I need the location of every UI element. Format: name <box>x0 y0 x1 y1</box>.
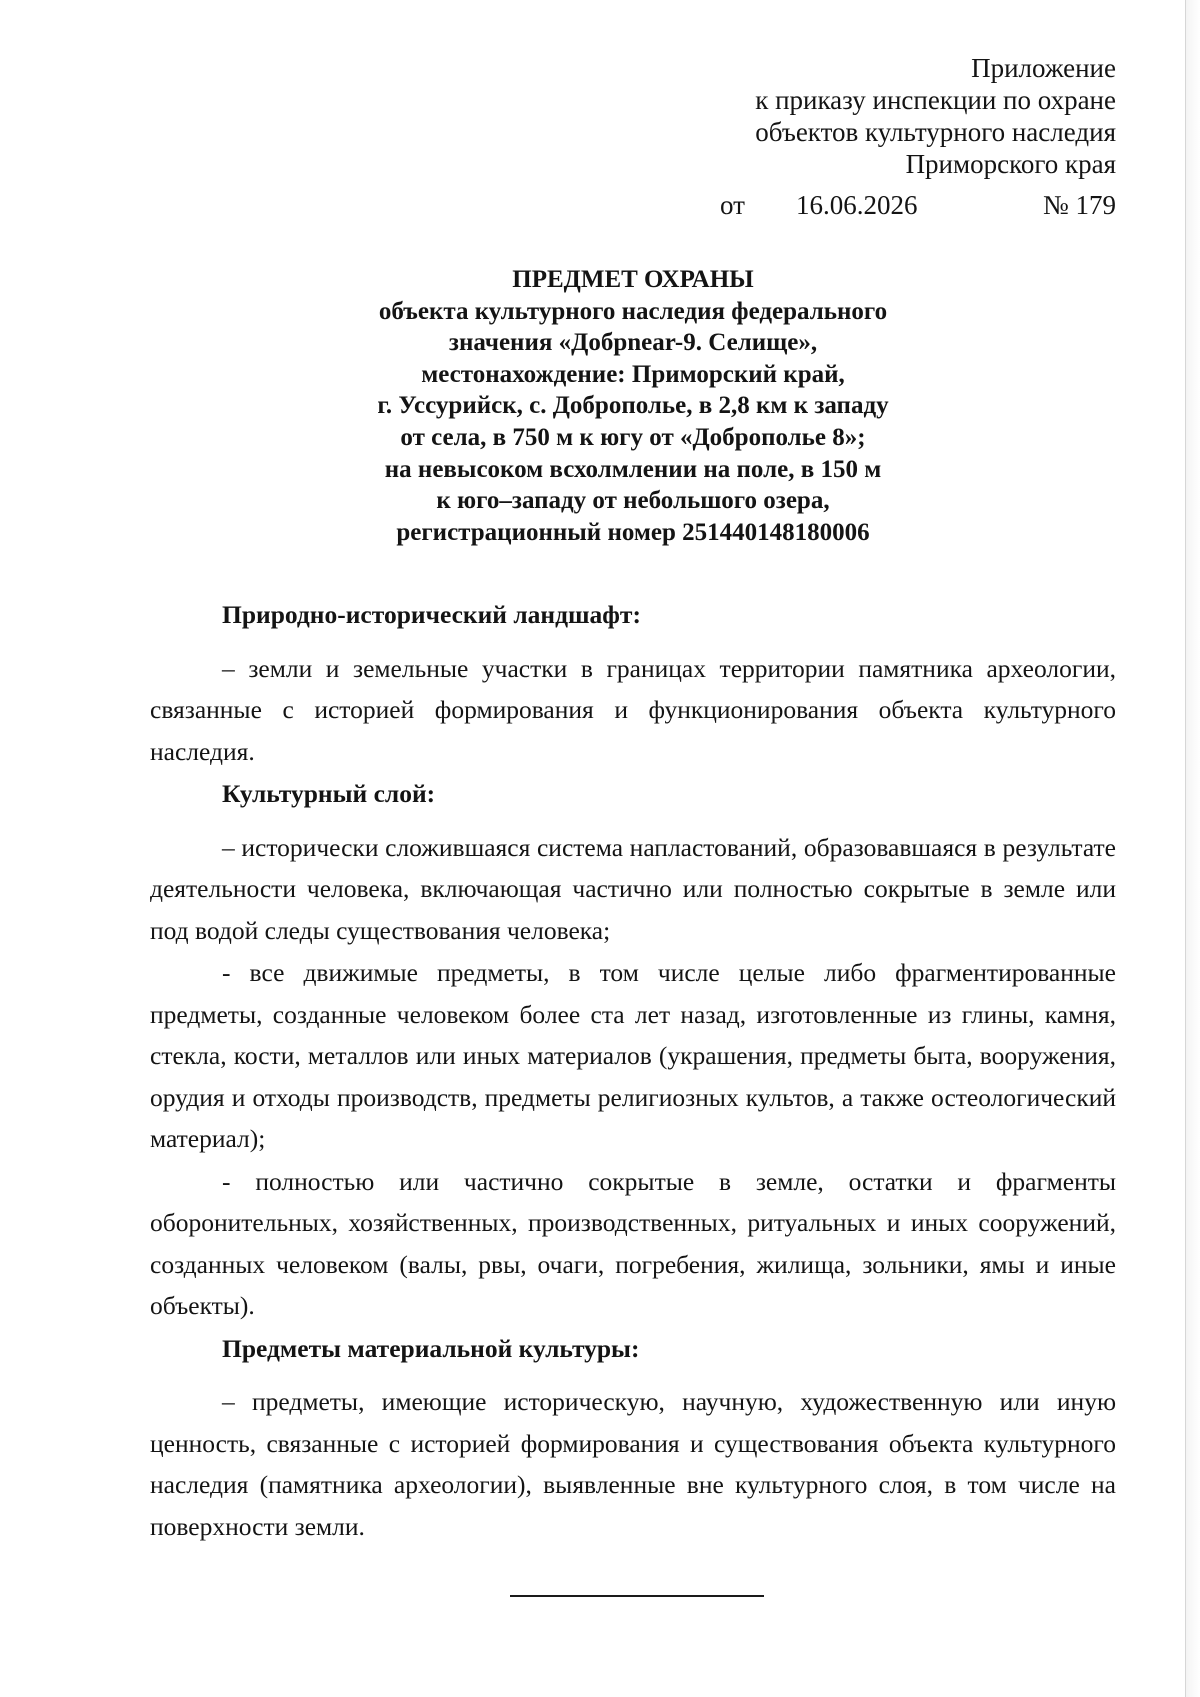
section-paragraph: - полностью или частично сокрытые в земле, остатки и фрагменты оборонительных, хозяйственных, производственных, ритуальных и иных сооружений, созданных человеком (валы, рвы, очаги, погребения, жилища, зольники, ямы и иные объекты). <box>150 1166 1116 1320</box>
scan-edge <box>1185 0 1200 1697</box>
section-paragraph: – предметы, имеющие историческую, научную, художественную или иную ценность, связанные с историей формирования и существования объекта культурного наследия (памятника археологии), выявленные вне культурного слоя, в том числе на поверхности земли. <box>150 1387 1116 1541</box>
appendix-line: Приложение <box>971 53 1116 83</box>
order-number: № 179 <box>1042 190 1116 220</box>
order-reference <box>720 188 1116 222</box>
section-heading-cultural-layer: Культурный слой: <box>222 779 436 808</box>
title-line: к юго–западу от небольшого озера, <box>436 487 830 515</box>
appendix-line: объектов культурного наследия <box>755 117 1116 147</box>
title-line: местонахождение: Приморский край, <box>421 360 845 388</box>
order-prefix: от <box>720 190 745 220</box>
title-line: объекта культурного наследия федерального <box>378 297 888 325</box>
appendix-line: к приказу инспекции по охране <box>755 85 1116 115</box>
order-date: 16.06.2026 <box>796 190 918 220</box>
closing-rule <box>510 1595 764 1597</box>
title-line: на невысоком всхолмлении на поле, в 150 м <box>384 455 882 483</box>
title-line: значения «Добрnear-9. Селище», <box>448 329 818 357</box>
section-paragraph: – исторически сложившаяся система напластований, образовавшаяся в результате деятельности человека, включающая частично или полностью сокрытые в земле или под водой следы существования человека; <box>150 832 1116 945</box>
title-line: ПРЕДМЕТ ОХРАНЫ <box>512 266 754 293</box>
appendix-line: Приморского края <box>905 149 1116 179</box>
document-title <box>150 264 1116 548</box>
document-body <box>150 594 1116 1548</box>
title-line: г. Уссурийск, с. Доброполье, в 2,8 км к западу <box>377 392 889 420</box>
title-line: от села, в 750 м к югу от «Доброполье 8»; <box>400 423 866 451</box>
title-line: регистрационный номер 251440148180006 <box>396 518 870 546</box>
section-paragraph: - все движимые предметы, в том числе целые либо фрагментированные предметы, созданные человеком более ста лет назад, изготовленные из глины, камня, стекла, кости, металлов или иных материалов (украшения, предметы быта, вооружения, орудия и отходы производств, предметы религиозных культов, а также остеологический материал); <box>150 958 1116 1153</box>
section-paragraph: – земли и земельные участки в границах территории памятника археологии, связанные с историей формирования и функционирования объекта культурного наследия. <box>150 653 1116 766</box>
appendix-header <box>620 52 1116 180</box>
section-heading-material-culture: Предметы материальной культуры: <box>222 1333 640 1363</box>
section-heading-landscape: Природно-исторический ландшафт: <box>222 600 641 629</box>
